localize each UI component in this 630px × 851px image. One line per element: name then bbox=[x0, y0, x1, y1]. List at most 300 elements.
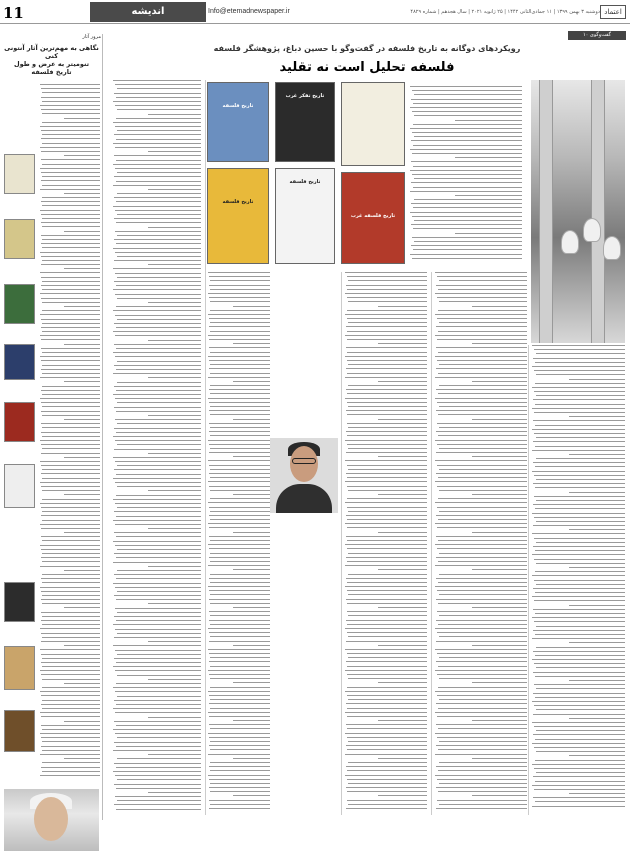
text-line bbox=[41, 591, 100, 592]
text-line bbox=[40, 587, 100, 588]
text-line bbox=[42, 658, 100, 659]
text-line bbox=[42, 762, 100, 763]
text-line bbox=[411, 99, 522, 100]
text-line bbox=[438, 603, 527, 604]
text-line bbox=[116, 181, 201, 182]
text-line bbox=[41, 453, 100, 454]
text-line bbox=[569, 755, 625, 756]
text-line bbox=[210, 477, 270, 478]
left-column-tag: مرور آثار bbox=[82, 34, 101, 40]
text-line bbox=[209, 423, 270, 424]
text-line bbox=[40, 210, 100, 211]
text-line bbox=[209, 465, 270, 466]
text-line bbox=[40, 377, 100, 378]
text-line bbox=[535, 404, 625, 405]
text-line bbox=[116, 662, 201, 663]
text-line bbox=[435, 649, 527, 650]
text-line bbox=[532, 659, 625, 660]
text-line bbox=[438, 708, 527, 709]
text-line bbox=[40, 566, 100, 567]
text-line bbox=[437, 632, 527, 633]
text-line bbox=[435, 481, 527, 482]
text-line bbox=[115, 796, 201, 797]
newspaper-logo: اعتماد bbox=[600, 5, 626, 19]
text-line bbox=[115, 733, 201, 734]
text-line bbox=[437, 779, 527, 780]
text-line bbox=[532, 638, 625, 639]
text-line bbox=[210, 414, 270, 415]
text-line bbox=[115, 84, 201, 85]
text-line bbox=[346, 285, 427, 286]
text-line bbox=[439, 364, 527, 365]
text-line bbox=[347, 360, 427, 361]
text-line bbox=[345, 754, 427, 755]
text-line bbox=[64, 721, 100, 722]
text-line bbox=[413, 166, 522, 167]
text-line bbox=[114, 239, 201, 240]
text-line bbox=[345, 565, 427, 566]
text-line bbox=[533, 734, 625, 735]
text-line bbox=[41, 402, 100, 403]
text-line bbox=[116, 557, 201, 558]
text-line bbox=[536, 437, 625, 438]
text-line bbox=[436, 599, 527, 600]
text-line bbox=[117, 675, 201, 676]
text-line bbox=[439, 657, 527, 658]
contact-email[interactable]: Info@etemadnewspaper.ir bbox=[208, 8, 290, 15]
text-line bbox=[345, 481, 427, 482]
text-line bbox=[116, 390, 201, 391]
text-line bbox=[348, 574, 427, 575]
text-line bbox=[436, 557, 527, 558]
text-line bbox=[439, 385, 527, 386]
text-line bbox=[114, 742, 201, 743]
text-line bbox=[472, 758, 527, 759]
text-line bbox=[42, 490, 100, 491]
book-cover-4: تاریخ فلسفه bbox=[207, 168, 269, 264]
text-line bbox=[569, 718, 625, 719]
text-line bbox=[42, 540, 100, 541]
text-line bbox=[116, 767, 201, 768]
text-line bbox=[347, 339, 427, 340]
text-line bbox=[41, 348, 100, 349]
text-line bbox=[410, 128, 522, 129]
text-line bbox=[41, 633, 100, 634]
text-line bbox=[536, 709, 625, 710]
book-cover-6: تاریخ فلسفه غرب bbox=[341, 172, 405, 264]
text-line bbox=[345, 502, 427, 503]
text-line bbox=[536, 584, 625, 585]
text-line bbox=[345, 586, 427, 587]
text-line bbox=[535, 425, 625, 426]
text-line bbox=[115, 629, 201, 630]
text-line bbox=[114, 155, 201, 156]
text-line bbox=[116, 97, 201, 98]
text-line bbox=[116, 348, 201, 349]
text-line bbox=[438, 498, 527, 499]
text-line bbox=[115, 650, 201, 651]
text-line bbox=[210, 427, 270, 428]
text-line bbox=[378, 682, 427, 683]
text-line bbox=[41, 704, 100, 705]
text-line bbox=[569, 492, 625, 493]
text-line bbox=[40, 272, 100, 273]
text-line bbox=[113, 520, 201, 521]
text-line bbox=[347, 632, 427, 633]
text-line bbox=[438, 791, 527, 792]
article-column-4 bbox=[435, 272, 527, 815]
text-line bbox=[435, 565, 527, 566]
text-line bbox=[534, 789, 625, 790]
text-line bbox=[378, 532, 427, 533]
text-line bbox=[533, 504, 625, 505]
text-line bbox=[114, 386, 201, 387]
text-line bbox=[347, 674, 427, 675]
text-line bbox=[115, 608, 201, 609]
text-line bbox=[113, 101, 201, 102]
text-line bbox=[345, 314, 427, 315]
text-line bbox=[116, 620, 201, 621]
text-line bbox=[209, 326, 270, 327]
text-line bbox=[347, 540, 427, 541]
text-line bbox=[347, 590, 427, 591]
text-line bbox=[210, 393, 270, 394]
text-line bbox=[114, 344, 201, 345]
text-line bbox=[533, 462, 625, 463]
text-line bbox=[113, 206, 201, 207]
text-line bbox=[148, 377, 201, 378]
text-line bbox=[116, 516, 201, 517]
text-line bbox=[41, 578, 100, 579]
text-line bbox=[410, 191, 522, 192]
text-line bbox=[42, 427, 100, 428]
text-line bbox=[534, 747, 625, 748]
text-line bbox=[113, 583, 201, 584]
text-line bbox=[42, 700, 100, 701]
text-line bbox=[347, 465, 427, 466]
text-line bbox=[348, 553, 427, 554]
text-line bbox=[346, 368, 427, 369]
text-line bbox=[117, 800, 201, 801]
text-line bbox=[534, 349, 625, 350]
text-line bbox=[117, 570, 201, 571]
text-line bbox=[115, 419, 201, 420]
text-line bbox=[535, 592, 625, 593]
text-line bbox=[414, 115, 522, 116]
text-line bbox=[439, 594, 527, 595]
text-line bbox=[348, 804, 427, 805]
text-line bbox=[40, 440, 100, 441]
text-line bbox=[116, 327, 201, 328]
text-line bbox=[40, 314, 100, 315]
text-line bbox=[116, 704, 201, 705]
text-line bbox=[347, 603, 427, 604]
text-line bbox=[436, 473, 527, 474]
text-line bbox=[113, 164, 201, 165]
text-line bbox=[472, 795, 527, 796]
text-line bbox=[439, 553, 527, 554]
text-line bbox=[117, 361, 201, 362]
text-line bbox=[233, 494, 270, 495]
text-line bbox=[117, 486, 201, 487]
text-line bbox=[116, 432, 201, 433]
text-line bbox=[534, 663, 625, 664]
text-line bbox=[435, 523, 527, 524]
text-line bbox=[435, 460, 527, 461]
text-line bbox=[42, 386, 100, 387]
article-headline: فلسفه تحلیل است نه تقلید bbox=[279, 60, 455, 75]
text-line bbox=[40, 733, 100, 734]
text-line bbox=[348, 448, 427, 449]
text-line bbox=[378, 306, 427, 307]
text-line bbox=[209, 410, 270, 411]
text-line bbox=[346, 347, 427, 348]
book-cover-ancient bbox=[4, 646, 35, 690]
article-column-3 bbox=[345, 272, 427, 815]
text-line bbox=[114, 281, 201, 282]
text-line bbox=[532, 554, 625, 555]
text-line bbox=[472, 343, 527, 344]
text-line bbox=[532, 806, 625, 807]
text-line bbox=[535, 676, 625, 677]
text-line bbox=[42, 553, 100, 554]
text-line bbox=[437, 674, 527, 675]
text-line bbox=[117, 696, 201, 697]
text-line bbox=[115, 461, 201, 462]
text-line bbox=[347, 728, 427, 729]
text-line bbox=[348, 469, 427, 470]
text-line bbox=[346, 578, 427, 579]
text-line bbox=[378, 569, 427, 570]
text-line bbox=[116, 599, 201, 600]
text-line bbox=[378, 645, 427, 646]
text-line bbox=[113, 666, 201, 667]
text-line bbox=[536, 626, 625, 627]
text-line bbox=[115, 315, 201, 316]
text-line bbox=[569, 793, 625, 794]
text-line bbox=[42, 197, 100, 198]
text-line bbox=[41, 201, 100, 202]
book-cover-dark bbox=[4, 582, 35, 622]
text-line bbox=[532, 764, 625, 765]
text-line bbox=[41, 369, 100, 370]
text-line bbox=[148, 227, 201, 228]
text-line bbox=[346, 641, 427, 642]
text-line bbox=[115, 440, 201, 441]
text-line bbox=[233, 343, 270, 344]
text-line bbox=[436, 578, 527, 579]
text-line bbox=[534, 475, 625, 476]
book-cover-collage bbox=[207, 82, 407, 268]
text-line bbox=[208, 502, 270, 503]
book-cover-responsibility bbox=[4, 284, 35, 324]
text-line bbox=[348, 636, 427, 637]
text-line bbox=[116, 285, 201, 286]
text-line bbox=[113, 373, 201, 374]
text-line bbox=[436, 536, 527, 537]
text-line bbox=[413, 124, 522, 125]
text-line bbox=[114, 428, 201, 429]
text-line bbox=[42, 331, 100, 332]
text-line bbox=[117, 298, 201, 299]
text-line bbox=[435, 544, 527, 545]
text-line bbox=[536, 479, 625, 480]
text-line bbox=[532, 617, 625, 618]
text-line bbox=[435, 712, 527, 713]
text-line bbox=[41, 390, 100, 391]
text-line bbox=[42, 373, 100, 374]
text-line bbox=[347, 435, 427, 436]
text-line bbox=[114, 532, 201, 533]
text-line bbox=[532, 471, 625, 472]
text-line bbox=[115, 775, 201, 776]
text-line bbox=[534, 600, 625, 601]
text-line bbox=[346, 557, 427, 558]
text-line bbox=[437, 318, 527, 319]
text-line bbox=[113, 436, 201, 437]
text-line bbox=[347, 477, 427, 478]
text-line bbox=[42, 708, 100, 709]
text-line bbox=[345, 649, 427, 650]
text-line bbox=[535, 487, 625, 488]
text-line bbox=[209, 507, 270, 508]
text-line bbox=[113, 457, 201, 458]
text-line bbox=[209, 515, 270, 516]
author-photo bbox=[270, 438, 338, 513]
text-line bbox=[535, 634, 625, 635]
text-line bbox=[347, 708, 427, 709]
text-line bbox=[208, 440, 270, 441]
text-line bbox=[439, 636, 527, 637]
text-line bbox=[117, 654, 201, 655]
text-line bbox=[40, 461, 100, 462]
text-line bbox=[569, 567, 625, 568]
text-line bbox=[210, 322, 270, 323]
text-line bbox=[209, 368, 270, 369]
text-line bbox=[439, 280, 527, 281]
text-line bbox=[414, 178, 522, 179]
text-line bbox=[40, 524, 100, 525]
text-line bbox=[412, 132, 522, 133]
text-line bbox=[42, 520, 100, 521]
text-line bbox=[115, 294, 201, 295]
text-line bbox=[535, 383, 625, 384]
text-line bbox=[533, 651, 625, 652]
text-line bbox=[42, 310, 100, 311]
text-line bbox=[348, 301, 427, 302]
text-line bbox=[345, 691, 427, 692]
text-line bbox=[148, 717, 201, 718]
text-line bbox=[438, 519, 527, 520]
text-line bbox=[116, 474, 201, 475]
text-line bbox=[41, 423, 100, 424]
text-line bbox=[116, 243, 201, 244]
text-line bbox=[148, 566, 201, 567]
text-line bbox=[208, 335, 270, 336]
book-cover-modern bbox=[4, 710, 35, 752]
text-line bbox=[233, 456, 270, 457]
text-line bbox=[345, 544, 427, 545]
text-line bbox=[536, 730, 625, 731]
text-line bbox=[346, 536, 427, 537]
text-line bbox=[42, 595, 100, 596]
text-line bbox=[569, 379, 625, 380]
text-line bbox=[209, 431, 270, 432]
text-line bbox=[40, 189, 100, 190]
text-line bbox=[42, 603, 100, 604]
text-line bbox=[209, 339, 270, 340]
text-line bbox=[536, 395, 625, 396]
text-line bbox=[436, 285, 527, 286]
text-line bbox=[436, 787, 527, 788]
text-line bbox=[534, 684, 625, 685]
text-line bbox=[40, 712, 100, 713]
text-line bbox=[64, 570, 100, 571]
text-line bbox=[115, 231, 201, 232]
text-line bbox=[210, 301, 270, 302]
text-line bbox=[535, 655, 625, 656]
text-line bbox=[114, 637, 201, 638]
text-line bbox=[41, 432, 100, 433]
text-line bbox=[41, 327, 100, 328]
text-line bbox=[347, 791, 427, 792]
text-line bbox=[378, 494, 427, 495]
text-line bbox=[347, 393, 427, 394]
text-line bbox=[569, 529, 625, 530]
text-line bbox=[347, 687, 427, 688]
text-line bbox=[148, 490, 201, 491]
text-line bbox=[115, 356, 201, 357]
text-line bbox=[435, 293, 527, 294]
text-line bbox=[113, 122, 201, 123]
text-line bbox=[117, 235, 201, 236]
text-line bbox=[347, 486, 427, 487]
text-line bbox=[345, 712, 427, 713]
text-line bbox=[42, 637, 100, 638]
text-line bbox=[435, 314, 527, 315]
text-line bbox=[532, 575, 625, 576]
text-line bbox=[436, 766, 527, 767]
text-line bbox=[413, 249, 522, 250]
text-line bbox=[472, 494, 527, 495]
text-line bbox=[116, 160, 201, 161]
text-line bbox=[113, 541, 201, 542]
text-line bbox=[438, 770, 527, 771]
text-line bbox=[455, 195, 522, 196]
text-line bbox=[116, 725, 201, 726]
text-line bbox=[42, 729, 100, 730]
text-line bbox=[42, 687, 100, 688]
text-line bbox=[42, 448, 100, 449]
section-title: اندیشه bbox=[90, 2, 206, 22]
text-line bbox=[436, 703, 527, 704]
text-line bbox=[536, 521, 625, 522]
text-line bbox=[436, 326, 527, 327]
text-line bbox=[437, 737, 527, 738]
text-line bbox=[439, 762, 527, 763]
text-line bbox=[438, 624, 527, 625]
text-line bbox=[345, 460, 427, 461]
text-line bbox=[455, 157, 522, 158]
page-header bbox=[0, 0, 630, 24]
text-line bbox=[435, 356, 527, 357]
text-line bbox=[347, 770, 427, 771]
text-line bbox=[209, 360, 270, 361]
text-line bbox=[41, 411, 100, 412]
text-line bbox=[117, 109, 201, 110]
text-line bbox=[208, 314, 270, 315]
text-line bbox=[210, 511, 270, 512]
